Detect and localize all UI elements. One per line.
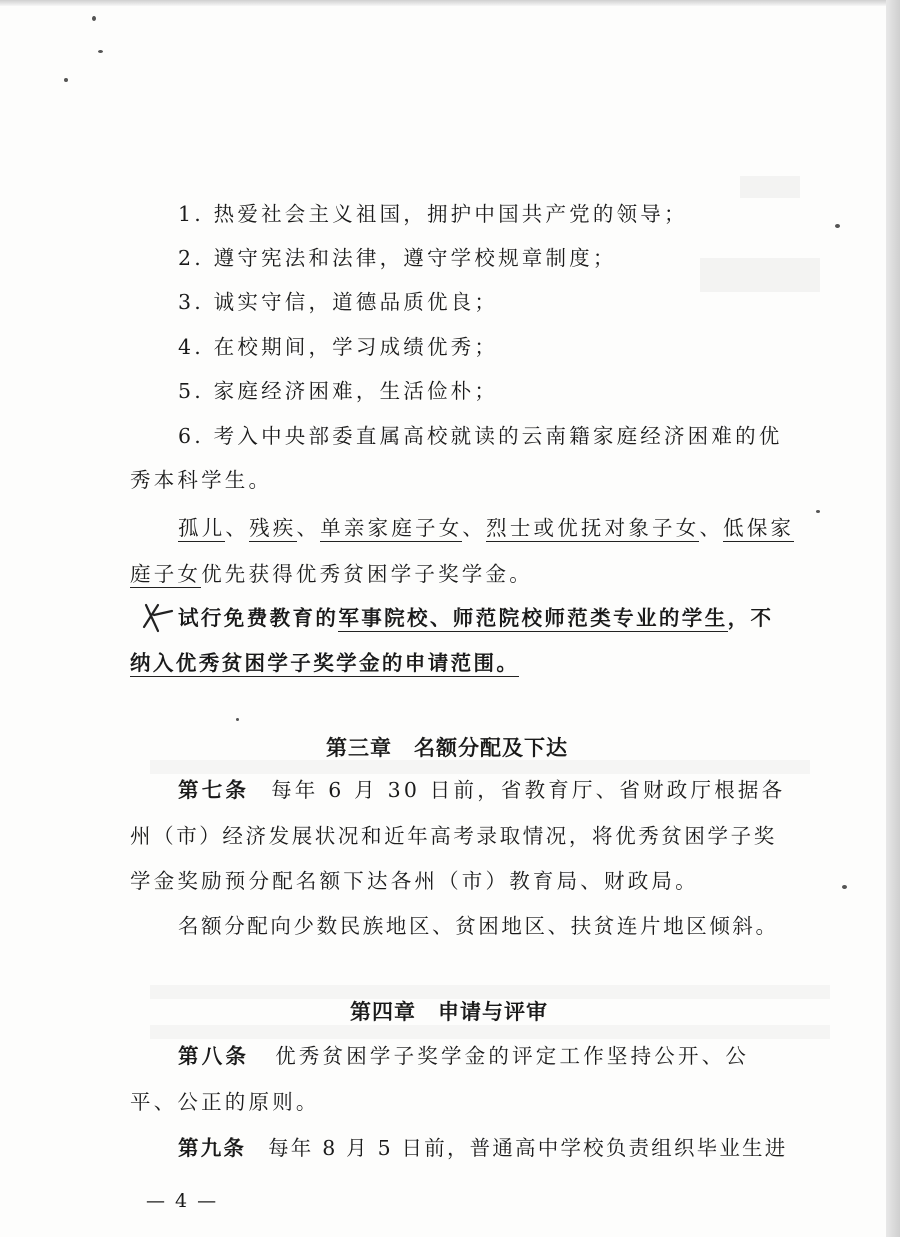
scan-speck xyxy=(236,718,239,721)
article-7-line: 学金奖励预分配名额下达各州（市）教育局、财政局。 xyxy=(130,869,699,893)
article-9-line xyxy=(178,1134,787,1162)
paragraph-text: 优先获得优秀贫困学子奖学金。 xyxy=(201,562,533,586)
chapter-3-title: 第三章 名额分配及下达 xyxy=(326,735,568,760)
list-item-continuation: 秀本科学生。 xyxy=(130,468,273,492)
handwritten-check-mark xyxy=(140,601,174,635)
underlined-text: 残疾 xyxy=(249,516,297,540)
page-number: — 4 — xyxy=(146,1190,219,1212)
bleed-through-shape xyxy=(150,985,830,999)
list-item: 4. 在校期间，学习成绩优秀； xyxy=(178,335,499,359)
paragraph-text: 试行免费教育的 xyxy=(178,606,339,630)
article-8-line: 平、公正的原则。 xyxy=(130,1090,320,1114)
article-7-line xyxy=(178,776,785,804)
underlined-text: 低保家 xyxy=(723,516,795,540)
exclusion-paragraph-line xyxy=(130,649,519,677)
list-item: 3. 诚实守信，道德品质优良； xyxy=(178,290,499,314)
article-9-label: 第九条 xyxy=(178,1136,247,1160)
article-7-line: 名额分配向少数民族地区、贫困地区、扶贫连片地区倾斜。 xyxy=(178,914,779,938)
article-8-text: 优秀贫困学子奖学金的评定工作坚持公开、公 xyxy=(275,1044,750,1068)
scan-speck xyxy=(816,510,820,513)
separator: 、 xyxy=(296,516,321,540)
separator: 、 xyxy=(225,516,250,540)
article-9-text: 每年 8 月 5 日前，普通高中学校负责组织毕业生进 xyxy=(268,1136,788,1160)
underlined-text: 庭子女 xyxy=(130,562,202,586)
list-item: 2. 遵守宪法和法律，遵守学校规章制度； xyxy=(178,246,617,270)
list-item: 5. 家庭经济困难，生活俭朴； xyxy=(178,379,499,403)
scan-speck xyxy=(64,78,68,82)
bleed-through-shape xyxy=(740,176,800,198)
list-item: 6. 考入中央部委直属高校就读的云南籍家庭经济困难的优 xyxy=(178,424,783,448)
article-7-line: 州（市）经济发展状况和近年高考录取情况，将优秀贫困学子奖 xyxy=(130,824,777,848)
underlined-text: 孤儿 xyxy=(178,516,226,540)
article-8-label: 第八条 xyxy=(178,1044,250,1068)
priority-paragraph-line xyxy=(130,560,533,588)
bleed-through-shape xyxy=(700,258,820,292)
exclusion-paragraph-line xyxy=(178,604,773,632)
bleed-through-shape xyxy=(150,1025,830,1039)
list-item: 1. 热爱社会主义祖国，拥护中国共产党的领导； xyxy=(178,202,688,226)
priority-paragraph-line xyxy=(178,514,794,542)
scan-top-edge xyxy=(0,0,900,6)
article-8-line xyxy=(178,1042,749,1070)
paragraph-text: ，不 xyxy=(727,606,774,630)
scan-speck xyxy=(98,50,103,53)
scan-speck xyxy=(835,224,840,228)
scan-speck xyxy=(92,16,96,21)
article-7-label: 第七条 xyxy=(178,778,250,802)
underlined-text: 纳入优秀贫困学子奖学金的申请范围。 xyxy=(130,651,520,675)
separator: 、 xyxy=(462,516,487,540)
chapter-4-title: 第四章 申请与评审 xyxy=(350,999,548,1024)
separator: 、 xyxy=(699,516,724,540)
scan-right-edge xyxy=(886,0,900,1237)
underlined-text: 军事院校、师范院校师范类专业的学生 xyxy=(338,606,728,630)
underlined-text: 烈士或优抚对象子女 xyxy=(486,516,700,540)
article-7-text: 每年 6 月 30 日前，省教育厅、省财政厅根据各 xyxy=(271,778,786,802)
bleed-through-shape xyxy=(150,760,810,774)
underlined-text: 单亲家庭子女 xyxy=(320,516,463,540)
scan-speck xyxy=(842,885,847,889)
